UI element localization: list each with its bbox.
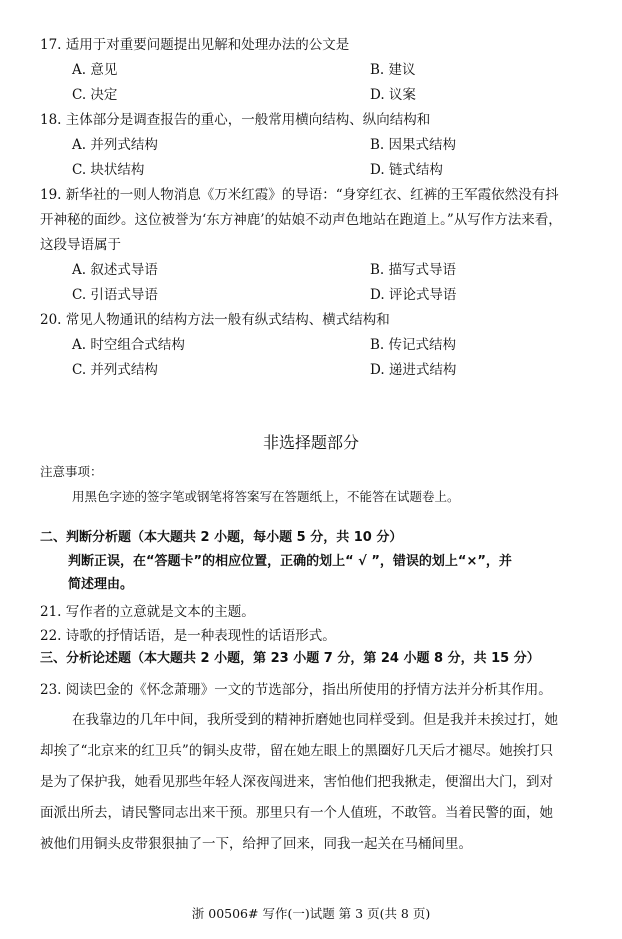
question-19-stem-line1: 19. 新华社的一则人物消息《万米红霞》的导语：“身穿红衣、红裤的王军霞依然没有抖 [40, 187, 559, 203]
passage-line: 面派出所去，请民警同志出来干预。那里只有一个人值班，不敢管。当着民警的面，她 [40, 805, 553, 821]
part2-instruction-line2: 简述理由。 [68, 577, 134, 592]
part3-header: 三、分析论述题（本大题共 2 小题，第 23 小题 7 分，第 24 小题 8 分，共 15 分） [40, 651, 540, 666]
passage-line: 在我靠边的几年中间，我所受到的精神折磨她也同样受到。但是我并未挨过打，她 [72, 712, 558, 728]
q19-option-b: B. 描写式导语 [370, 262, 457, 278]
question-21: 21. 写作者的立意就是文本的主题。 [40, 604, 255, 620]
q17-option-c: C. 决定 [72, 87, 118, 103]
q19-option-d: D. 评论式导语 [370, 287, 457, 303]
passage-line: 被他们用铜头皮带狠狠抽了一下，给押了回来，同我一起关在马桶间里。 [40, 836, 472, 852]
passage-line: 是为了保护我，她看见那些年轻人深夜闯进来，害怕他们把我揪走，便溜出大门，到对 [40, 774, 553, 790]
question-22: 22. 诗歌的抒情话语，是一种表现性的话语形式。 [40, 628, 336, 644]
question-19-stem-line2: 开神秘的面纱。这位被誉为‘东方神鹿’的姑娘不动声色地站在跑道上。”从写作方法来看， [40, 212, 562, 228]
question-18-stem: 18. 主体部分是调查报告的重心，一般常用横向结构、纵向结构和 [40, 112, 431, 128]
page-footer: 浙 00506# 写作(一)试题 第 3 页(共 8 页) [191, 906, 431, 921]
q20-option-d: D. 递进式结构 [370, 362, 457, 378]
question-19-stem-line3: 这段导语属于 [40, 237, 121, 253]
part2-instruction-line1: 判断正误，在“答题卡”的相应位置，正确的划上“ √ ”，错误的划上“×”，并 [68, 554, 512, 569]
q20-option-c: C. 并列式结构 [72, 362, 158, 378]
question-20-stem: 20. 常见人物通讯的结构方法一般有纵式结构、横式结构和 [40, 312, 390, 328]
question-17-stem: 17. 适用于对重要问题提出见解和处理办法的公文是 [40, 37, 350, 53]
q20-option-a: A. 时空组合式结构 [72, 337, 185, 353]
q20-option-b: B. 传记式结构 [370, 337, 457, 353]
notice-text: 用黑色字迹的签字笔或钢笔将答案写在答题纸上，不能答在试题卷上。 [72, 489, 460, 504]
q18-option-b: B. 因果式结构 [370, 137, 457, 153]
section-title: 非选择题部分 [262, 433, 359, 452]
q18-option-a: A. 并列式结构 [72, 137, 158, 153]
question-23: 23. 阅读巴金的《怀念萧珊》一文的节选部分，指出所使用的抒情方法并分析其作用。 [40, 682, 552, 698]
notice-label: 注意事项： [40, 464, 103, 479]
q19-option-a: A. 叙述式导语 [72, 262, 158, 278]
q18-option-c: C. 块状结构 [72, 162, 145, 178]
q19-option-c: C. 引语式导语 [72, 287, 158, 303]
q17-option-b: B. 建议 [370, 62, 416, 78]
part2-header: 二、判断分析题（本大题共 2 小题，每小题 5 分，共 10 分） [40, 530, 403, 545]
q17-option-d: D. 议案 [370, 87, 416, 103]
q18-option-d: D. 链式结构 [370, 162, 443, 178]
passage-line: 却挨了“北京来的红卫兵”的铜头皮带，留在她左眼上的黑圈好几天后才褪尽。她挨打只 [40, 743, 554, 759]
q17-option-a: A. 意见 [72, 62, 118, 78]
